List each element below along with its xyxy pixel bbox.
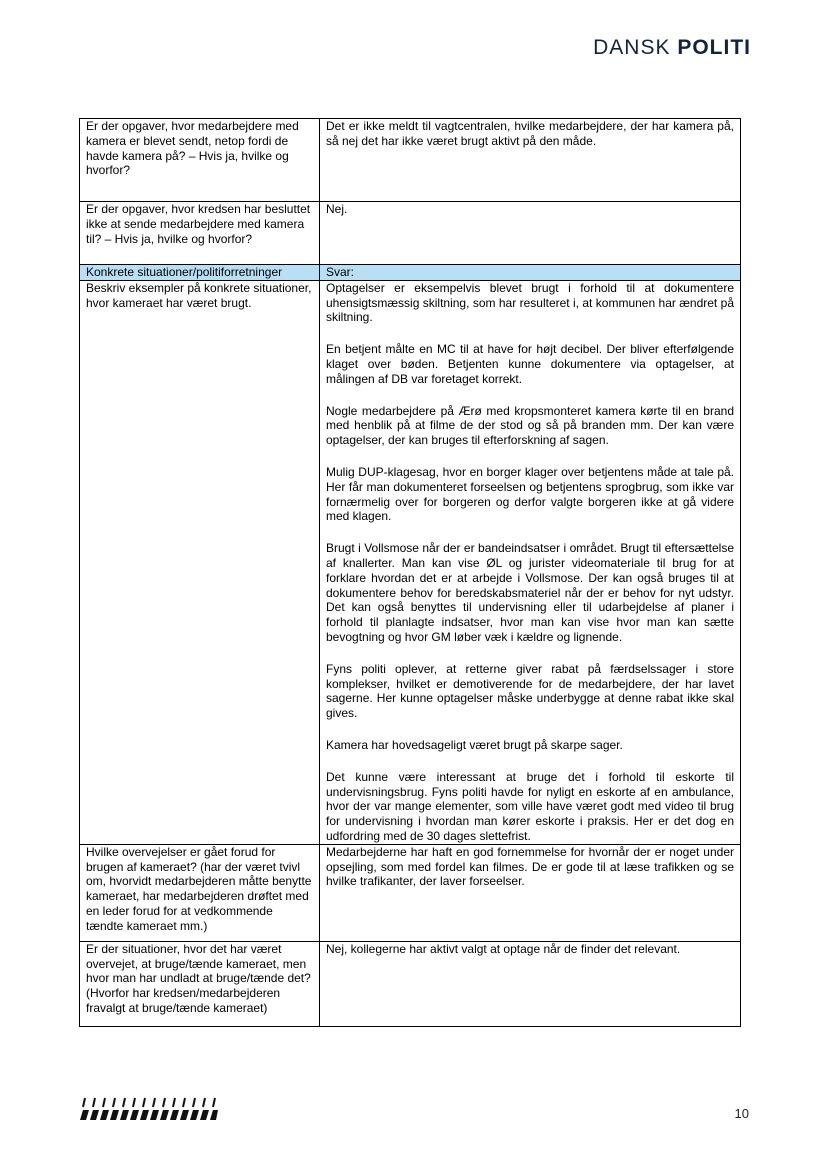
answer-cell: [320, 844, 741, 941]
answer-cell: [320, 280, 741, 844]
question-cell: [80, 941, 320, 1026]
section-header-text: Konkrete situationer/politiforretninger: [86, 265, 283, 279]
question-cell: [80, 202, 320, 265]
table-row: [80, 280, 741, 844]
question-cell: [80, 119, 320, 202]
answer-paragraph: Nogle medarbejdere på Ærø med kropsmonteret kamera kørte til en brand med henblik på at filme de der stod og så på branden mm. Der kan være optagelser, der kan bruges til efterforskning af sagen.: [326, 403, 734, 448]
answer-paragraph: Mulig DUP-klagesag, hvor en borger klager over betjentens måde at tale på. Her får man dokumenteret forseelsen og betjentens sprogbrug, som ikke var fornærmelig over for borgeren og derfor valgte borgeren ikke at gå videre med klagen.: [326, 464, 734, 524]
question-text: Beskriv eksempler på konkrete situationer, hvor kameraet har været brugt.: [86, 280, 312, 310]
answer-cell: [320, 941, 741, 1026]
answer-paragraph: Fyns politi oplever, at retterne giver rabat på færdselssager i store komplekser, hvilket er demotiverende for de medarbejdere, der har lavet sagerne. Her kunne optagelser måske underbygge at denne rabat ikke skal gives.: [326, 661, 734, 721]
question-text: Er der opgaver, hvor kredsen har besluttet ikke at sende medarbejdere med kamera til? – Hvis ja, hvilke og hvorfor?: [86, 202, 311, 246]
answer-paragraph: Nej, kollegerne har aktivt valgt at optage når de finder det relevant.: [326, 941, 681, 956]
table-row: [80, 202, 741, 265]
question-cell: [80, 844, 320, 941]
page-number: 10: [734, 1106, 749, 1121]
stripe-row-bottom: [80, 1110, 218, 1120]
answer-paragraph: Optagelser er eksempelvis blevet brugt i forhold til at dokumentere uhensigtsmæssig skiltning, som har resulteret i, at kommunen har ændret på skiltning.: [326, 280, 734, 325]
answer-paragraph: Kamera har hovedsageligt været brugt på skarpe sager.: [326, 737, 623, 752]
answer-paragraph: Det er ikke meldt til vagtcentralen, hvilke medarbejdere, der har kamera på, så nej det har ikke været brugt aktivt på den måde.: [326, 119, 734, 148]
question-cell: [80, 280, 320, 844]
table-row: [80, 844, 741, 941]
question-text: Er der situationer, hvor det har været overvejet, at bruge/tænde kameraet, men hvor man har undladt at bruge/tænde det? (Hvorfor har kredsen/medarbejderen fravalgt at bruge/tænde kameraet): [86, 941, 311, 1015]
answer-paragraph: Nej.: [326, 202, 348, 216]
police-stripe-logo: [80, 1097, 218, 1121]
question-text: Hvilke overvejelser er gået forud for brugen af kameraet? (har der været tvivl om, hvorvidt medarbejderen måtte benytte kameraet, har medarbejderen drøftet med en leder forud for at vedkommende tændte kameraet mm.): [86, 844, 312, 933]
answer-cell: [320, 119, 741, 202]
section-header-cell: [80, 265, 320, 281]
question-answer-table: [79, 118, 741, 1027]
table-row: [80, 941, 741, 1026]
answer-paragraph: Det kunne være interessant at bruge det i forhold til eskorte til undervisningsbrug. Fyns politi havde for nyligt en eskorte af en ambulance, hvor der var mange elementer, som ville have været godt med video til brug for undervisning i hvordan man kører eskorte i praksis. Her er det dog en udfordring med de 30 dages slettefrist.: [326, 769, 734, 843]
stripe-row-top: [83, 1098, 215, 1107]
dansk-politi-logo: [593, 36, 751, 60]
logo-text-bold: POLITI: [677, 36, 751, 59]
logo-text-light: DANSK: [593, 36, 671, 59]
answer-paragraph: En betjent målte en MC til at have for højt decibel. Der bliver efterfølgende klaget over bøden. Betjenten kunne dokumentere via optagelser, at målingen af DB var foretaget korrekt.: [326, 342, 734, 386]
section-answer-header-cell: [320, 265, 741, 281]
answer-header-text: Svar:: [326, 265, 355, 279]
section-header-row: [80, 265, 741, 281]
table-row: [80, 119, 741, 202]
answer-paragraph: Brugt i Vollsmose når der er bandeindsatser i området. Brugt til eftersættelse af knallerter. Man kan vise ØL og jurister videomateriale til brug for at forklare hvordan det er at arbejde i Vollsmose. Der kan også bruges til at dokumentere behov for beredskabsmateriel når der er behov for nyt udstyr. Det kan også benyttes til undervisning eller til udarbejdelse af planer i forhold til planlagte indsatser, hvor man kan vise hvor man kan sætte bevogtning og hvor GM løber væk i kældre og lignende.: [326, 541, 734, 644]
answer-cell: [320, 202, 741, 265]
answer-paragraph: Medarbejderne har haft en god fornemmelse for hvornår der er noget under opsejling, som med fordel kan filmes. De er gode til at læse trafikken og se hvilke trafikanter, der laver forseelser.: [326, 844, 734, 889]
question-text: Er der opgaver, hvor medarbejdere med kamera er blevet sendt, netop fordi de havde kamera på? – Hvis ja, hvilke og hvorfor?: [86, 119, 299, 178]
